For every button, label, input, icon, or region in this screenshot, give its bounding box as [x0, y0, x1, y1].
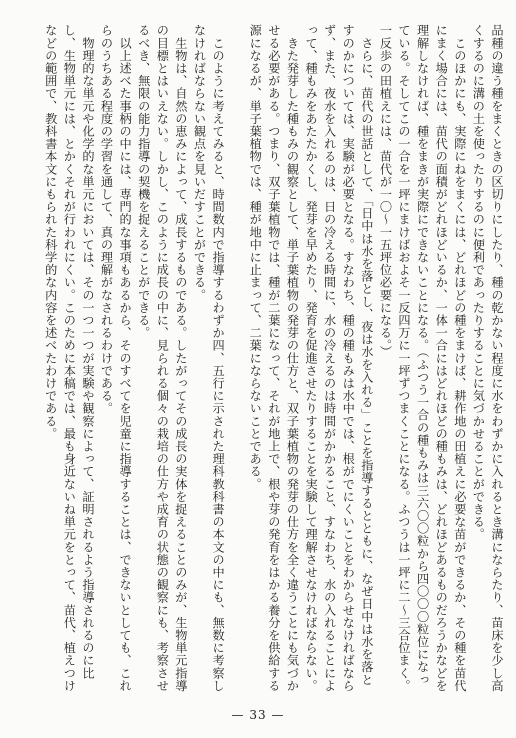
vertical-text-body [14, 24, 506, 696]
paragraph-7: 以上述べた事柄の中には、専門的な事項もあるから、そのすべてを児童に指導することは、できないとしても、これらのうちある程度の学習を通して、真の理解がなされるわけである。 [99, 24, 133, 692]
paragraph-1: 品種の違う種をまくときの区切りにしたり、種の乾かない程度に水をわずかに入れるとき溝にならたり、苗床を少し高くするのに溝の土を使ったりするのに便利であったりすることに気づかせることができる。 [471, 24, 504, 692]
paragraph-6: 生物は、自然の恵みによって、成長するものである。したがってその成長の実体を捉えることのみが、生物単元指導の目標とはいえない。しかし、このように成長の中に、見られる個々の栽培の仕方や成育の状態の観察にも、考察させるべき、無限の能力指導の契機を捉えることができる。 [136, 24, 188, 692]
paragraph-gap [227, 24, 246, 25]
paragraph-3: さらに、苗代の世話として、「日中は水を落とし、夜は水を入れる」ことを指導するとともに、なぜ日中は水を落とすのかについては、実験が必要となる。すなわち、種の種もみは水中では、根がでにくいことをわからせなければならず、また、夜水を入れるのは、日の冷える時間に、水の冷えるのは時間がかかること、すなわち、水の入れることによって、種もみをあたたかくし、発芽を早めたり、発育を促進させたりすることを実験して理解させなければならない。 [304, 24, 374, 692]
paragraph-8: 物理的な単元や化学的な単元においては、その一つ一つが実験や観察によって、証明されるよう指導されるのに比し、生物単元には、とかくそれが行われにくい。このために本稿では、最も身近ないね単元をとって、苗代、植えつけなどの範囲で、教科書本文にもられた科学的な内容を述べたわけである。 [43, 24, 95, 692]
paragraph-4: きた発芽した種もみの観察として、単子葉植物の発芽の仕方と、双子葉植物の発芽の仕方を全く違うことにも気づかせる必要がある。つまり、双子葉植物では、種が二葉になって、それが地上で、根や芽の発育をはかる養分を供給する源になるが、単子葉植物では、種が地中に止まって、二葉にならないことである。 [248, 24, 300, 692]
page-number: — 33 — [231, 708, 285, 722]
paragraph-5: このように考えてみると、時間数内で指導するわずか四、五行に示された理科教科書の本文の中にも、無数に考察しなければならない観点を見いだすことができる。 [192, 24, 226, 692]
paragraph-2: このほかにも、実際にねをまくには、どれほどの種をまけば、耕作地の田植えに必要な苗ができるか、その種を苗代にまく場合には、苗代の面積がどれほどいるか、一体一合にはどれほどの種もみは、どれほどあるものだろうかなどを理解しなければ、種をまきが実際にできないことになる。（ふつう一合の種もみは三六〇〇粒から四〇〇〇粒位になっている。そしてこの一合を一坪にまけばおよそ一反四万に一坪ずつまくことになる。ふつうは一坪に二～三合位まく。一反歩の田植えには、苗代が一〇～一五坪位必要になる。） [378, 24, 467, 692]
